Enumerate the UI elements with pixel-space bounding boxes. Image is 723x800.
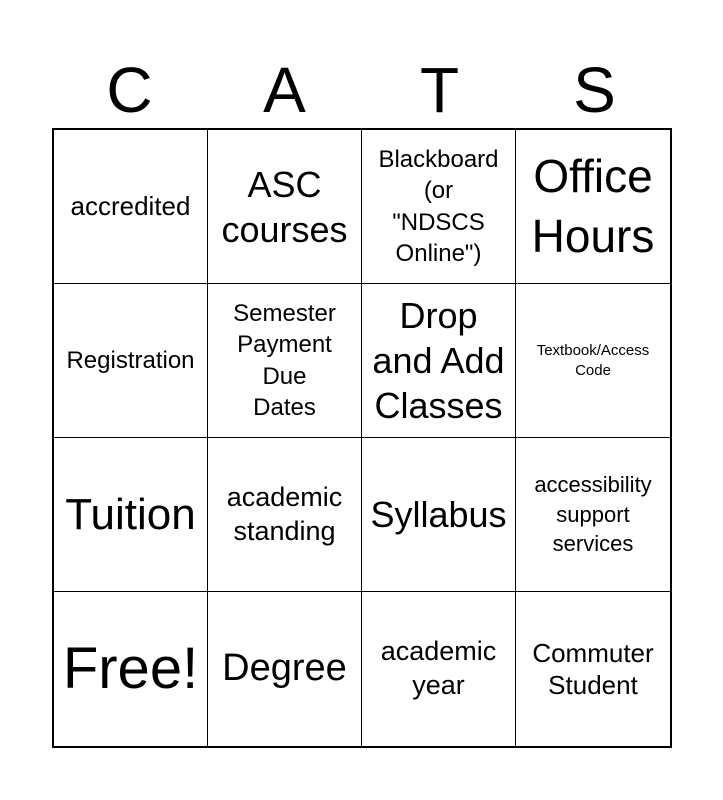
cell-label: academic year <box>380 636 497 700</box>
cell-label: Tuition <box>65 490 196 539</box>
cell-label: accessibility support services <box>534 471 652 557</box>
bingo-cell-r2c1[interactable] <box>54 284 208 438</box>
cell-label: ASC courses <box>221 163 348 250</box>
bingo-header <box>52 52 672 128</box>
cell-label: Textbook/Access Code <box>536 342 650 379</box>
cell-label: Registration <box>66 346 195 374</box>
bingo-cell-r1c1[interactable] <box>54 130 208 284</box>
bingo-cell-r2c2[interactable] <box>208 284 362 438</box>
bingo-cell-r3c4[interactable] <box>516 438 670 592</box>
bingo-cell-r4c3[interactable] <box>362 592 516 746</box>
cell-label: Free! <box>62 636 199 701</box>
bingo-cell-r3c2[interactable] <box>208 438 362 592</box>
bingo-cell-r3c3[interactable] <box>362 438 516 592</box>
cell-label: Blackboard (or "NDSCS Online") <box>378 146 499 267</box>
cell-label: Semester Payment Due Dates <box>233 300 336 421</box>
bingo-cell-r2c3[interactable] <box>362 284 516 438</box>
header-letter-a: A <box>263 54 306 126</box>
header-letter-c: C <box>106 54 153 126</box>
header-letter-s: S <box>573 54 616 126</box>
bingo-cell-r1c3[interactable] <box>362 130 516 284</box>
cell-label: Syllabus <box>370 494 507 535</box>
cell-label: Degree <box>222 647 347 690</box>
header-letter-t: T <box>419 54 460 126</box>
bingo-cell-r3c1[interactable] <box>54 438 208 592</box>
cell-label: Office Hours <box>531 149 655 262</box>
bingo-cell-r4c4[interactable] <box>516 592 670 746</box>
cell-label: Drop and Add Classes <box>372 295 505 426</box>
bingo-cell-r1c2[interactable] <box>208 130 362 284</box>
cell-label: Commuter Student <box>532 637 654 700</box>
cell-label: accredited <box>70 191 191 222</box>
cell-label: academic standing <box>226 481 343 546</box>
bingo-cell-r2c4[interactable] <box>516 284 670 438</box>
bingo-cell-r4c2[interactable] <box>208 592 362 746</box>
bingo-cell-r1c4[interactable] <box>516 130 670 284</box>
bingo-cell-r4c1[interactable] <box>54 592 208 746</box>
bingo-board <box>52 128 672 748</box>
